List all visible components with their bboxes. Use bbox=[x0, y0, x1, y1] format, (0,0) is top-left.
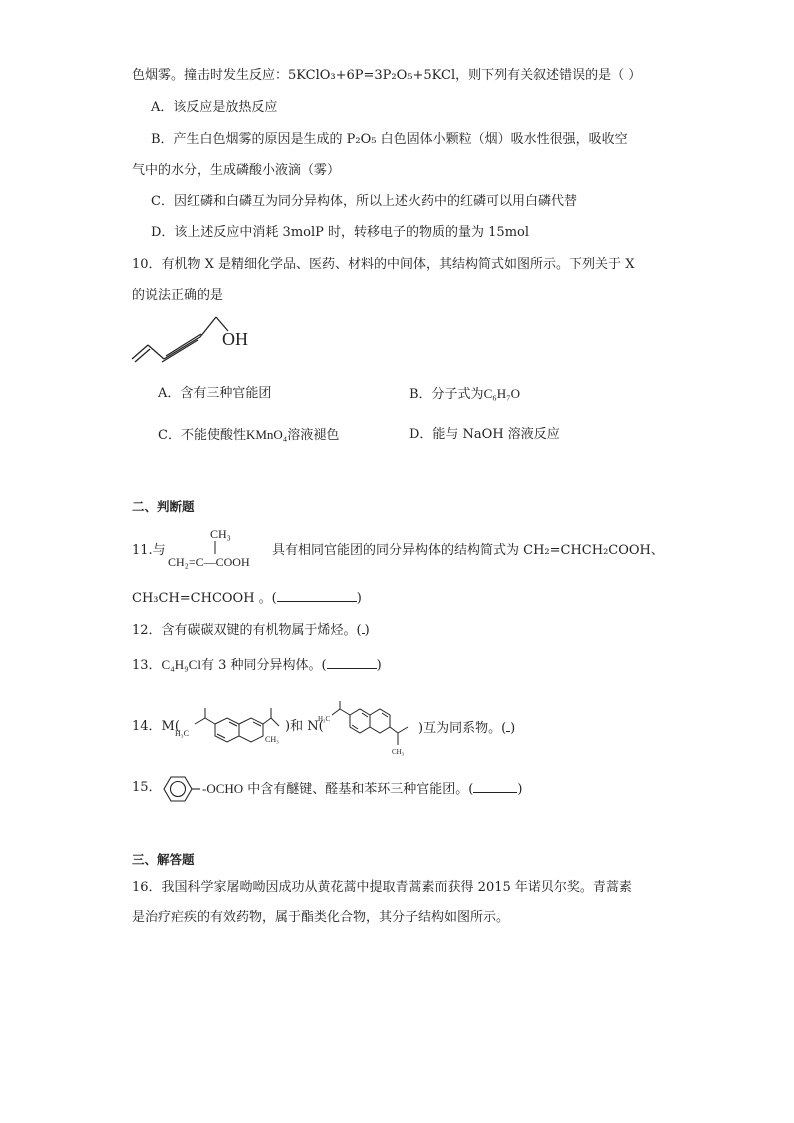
q9-option-b-cont: 气中的水分，生成磷酸小液滴（雾） bbox=[132, 163, 341, 178]
q11-answer-line bbox=[132, 588, 362, 608]
q15-text: 中含有醚键、醛基和苯环三种官能团。( bbox=[243, 782, 474, 797]
q11-formula-line: CH₃CH=CHCOOH 。( bbox=[132, 591, 277, 606]
q10-stem: 10．有机物 X 是精细化学品、医药、材料的中间体，其结构简式如图所示。下列关于 X bbox=[132, 257, 635, 272]
q11-prefix: 11.与 bbox=[132, 543, 166, 558]
q12-close-paren: ) bbox=[364, 623, 370, 638]
q13-formula: C₄H₉Cl bbox=[161, 657, 201, 672]
q10-oh-label: OH bbox=[222, 329, 248, 349]
q10-structure-figure bbox=[128, 313, 258, 365]
q13-close-paren: ) bbox=[376, 658, 382, 673]
q10-option-b-label: B．分子式为 bbox=[409, 387, 484, 402]
q14-m-h3c-label: H₃C bbox=[175, 729, 189, 738]
q12-text: 12．含有碳碳双键的有机物属于烯烃。( bbox=[132, 623, 362, 638]
q14-structure-n bbox=[318, 697, 418, 757]
q13-text: 有 3 种同分异构体。( bbox=[200, 658, 327, 673]
q10-option-d[interactable]: D．能与 NaOH 溶液反应 bbox=[409, 427, 560, 442]
section-title-answer: 三、解答题 bbox=[132, 852, 195, 867]
q9-option-b[interactable]: B．产生白色烟雾的原因是生成的 P₂O₅ 白色固体小颗粒（烟）吸水性很强，吸收空 bbox=[151, 132, 628, 147]
q10-option-c-label: C．不能使酸性 bbox=[158, 428, 246, 443]
q10-option-c-formula: KMnO₄ bbox=[245, 427, 288, 442]
q13-line bbox=[132, 655, 382, 675]
q14-close-paren: ) bbox=[510, 721, 516, 736]
q14-suffix-line bbox=[418, 718, 515, 738]
section-title-judgement: 二、判断题 bbox=[132, 499, 195, 514]
q9-stem: 色烟雾。撞击时发生反应：5KClO₃+6P=3P₂O₅+5KCl，则下列有关叙述错误的是（ ） bbox=[132, 68, 642, 83]
q14-m-ch3-label: CH₃ bbox=[265, 735, 279, 744]
q15-prefix: 15． bbox=[132, 780, 162, 795]
q14-structure-m bbox=[173, 700, 285, 750]
q9-option-a[interactable]: A．该反应是放热反应 bbox=[151, 100, 278, 115]
q14-suffix: )互为同系物。( bbox=[418, 721, 507, 736]
q10-option-a[interactable]: A．含有三种官能团 bbox=[158, 386, 272, 401]
q12-line bbox=[132, 620, 370, 640]
q16-stem: 16．我国科学家屠呦呦因成功从黄花蒿中提取青蒿素而获得 2015 年诺贝尔奖。青蒿素 bbox=[132, 880, 632, 895]
q11-ch3-label: CH₃ bbox=[210, 527, 231, 541]
q10-option-b[interactable] bbox=[409, 385, 520, 404]
q11-structure-figure bbox=[166, 526, 274, 570]
q9-option-c[interactable]: C．因红磷和白磷互为同分异构体，所以上述火药中的红磷可以用白磷代替 bbox=[151, 194, 577, 209]
q15-benzene-ring bbox=[158, 772, 204, 806]
q10-option-c-suffix: 溶液褪色 bbox=[287, 428, 340, 443]
q11-main-label: CH₂=C—COOH bbox=[168, 555, 250, 569]
q13-prefix: 13． bbox=[132, 658, 162, 673]
q14-mid: )和 N( bbox=[285, 719, 324, 734]
q14-n-ch3-label: CH₃ bbox=[392, 748, 405, 756]
q10-option-c[interactable] bbox=[158, 426, 339, 445]
q11-close-paren: ) bbox=[356, 591, 362, 606]
q15-group: -OCHO bbox=[202, 781, 244, 796]
q10-option-b-formula: C₆H₇O bbox=[483, 386, 521, 401]
q13-answer-blank[interactable] bbox=[327, 655, 377, 669]
q15-close-paren: ) bbox=[517, 782, 523, 797]
q15-answer-blank[interactable] bbox=[473, 779, 517, 793]
q11-answer-blank[interactable] bbox=[277, 588, 357, 602]
q11-text: 具有相同官能团的同分异构体的结构简式为 CH₂=CHCH₂COOH、 bbox=[272, 543, 664, 558]
q16-stem-cont: 是治疗疟疾的有效药物，属于酯类化合物，其分子结构如图所示。 bbox=[132, 910, 510, 925]
q15-text-line bbox=[202, 779, 522, 799]
q10-stem-cont: 的说法正确的是 bbox=[132, 288, 224, 303]
q9-option-d[interactable]: D．该上述反应中消耗 3molP 时，转移电子的物质的量为 15mol bbox=[151, 225, 530, 240]
q14-prefix: 14．M( bbox=[132, 719, 180, 734]
q14-n-h3c-label: H₃C bbox=[318, 715, 331, 723]
